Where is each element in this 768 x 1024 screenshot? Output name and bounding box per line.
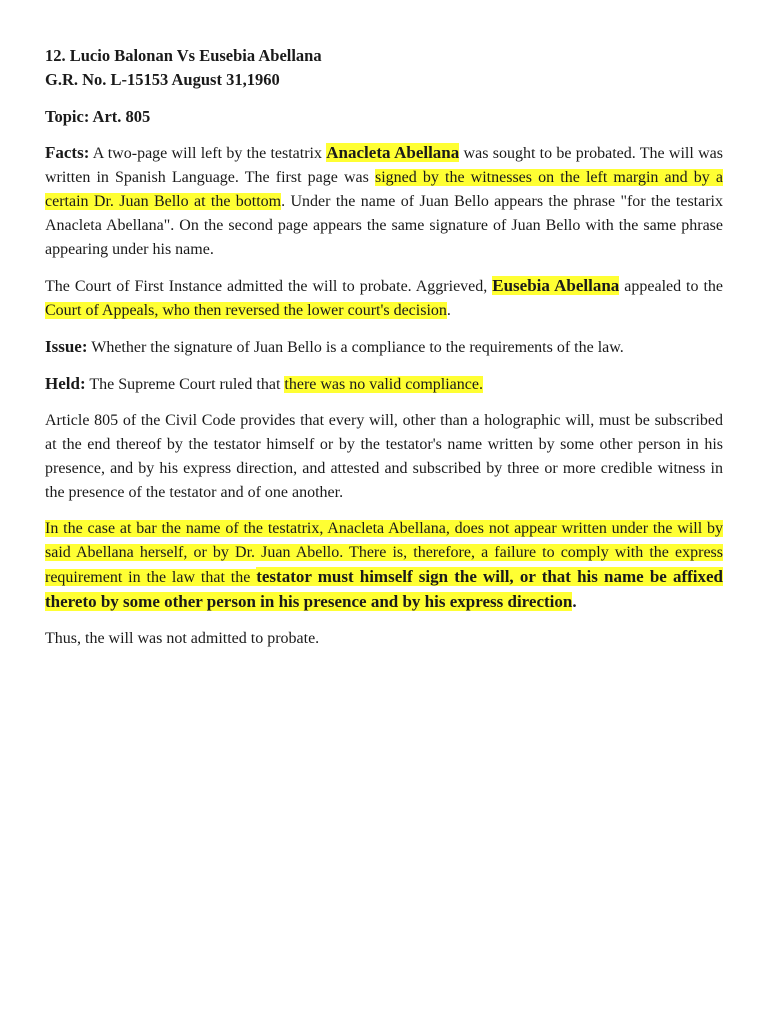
held-label: Held: — [45, 374, 86, 393]
case-citation: G.R. No. L-15153 August 31,1960 — [45, 70, 280, 89]
court-text-3: . — [446, 302, 451, 319]
facts-paragraph — [45, 141, 723, 262]
document-page — [45, 44, 723, 663]
article-paragraph: Article 805 of the Civil Code provides that every will, other than a holographic will, must be subscribed at the end thereof by the testator himself or by the testator's name written by some other person in his presence, and by his express direction, and attested and subscribed by three or more credible witness in the presence of the testator and of one another. — [45, 412, 723, 501]
facts-label: Facts: — [45, 143, 90, 162]
facts-highlight-testatrix: Anacleta Abellana — [326, 143, 460, 162]
held-highlight: there was no valid compliance. — [284, 376, 483, 393]
issue-label: Issue: — [45, 337, 88, 356]
case-title: 12. Lucio Balonan Vs Eusebia Abellana — [45, 46, 322, 65]
court-text-2: appealed to the — [619, 278, 724, 295]
case-highlight-bold: testator must himself sign the will, or that his name be affixed thereto by some other person in his presence and by his express direction — [45, 567, 723, 611]
facts-text-2: was sought to be probated. The will was written in Spanish Language. The first page was — [45, 145, 723, 186]
held-text-1: The Supreme Court ruled that — [85, 376, 285, 393]
court-highlight-appellant: Eusebia Abellana — [492, 276, 620, 295]
conclusion-paragraph: Thus, the will was not admitted to probate. — [45, 630, 320, 647]
court-text-1: The Court of First Instance admitted the will to probate. Aggrieved, — [45, 278, 493, 295]
facts-text-1: A two-page will left by the testatrix — [89, 145, 327, 162]
held-paragraph — [45, 372, 723, 397]
case-paragraph — [45, 517, 723, 615]
issue-text: Whether the signature of Juan Bello is a compliance to the requirements of the law. — [87, 339, 624, 356]
facts-text-3: . Under the name of Juan Bello appears the phrase "for the testarix Anacleta Abellana". On the second page appears the same signature of Juan Bello with the same phrase appearing under his name. — [45, 193, 723, 258]
court-highlight-reversal: Court of Appeals, who then reversed the lower court's decision — [45, 302, 447, 319]
court-paragraph — [45, 274, 723, 323]
case-text-end: . — [572, 592, 577, 611]
issue-paragraph — [45, 335, 723, 360]
facts-highlight-signed: signed by the witnesses on the left margin and by a certain Dr. Juan Bello at the bottom — [45, 169, 724, 210]
case-highlight-1: In the case at bar the name of the testatrix, Anacleta Abellana, does not appear written under the will by said Abellana herself, or by Dr. Juan Abello. There is, therefore, a failure to comply with the express requirement in the law that the — [45, 520, 723, 586]
topic-heading: Topic: Art. 805 — [45, 107, 151, 126]
